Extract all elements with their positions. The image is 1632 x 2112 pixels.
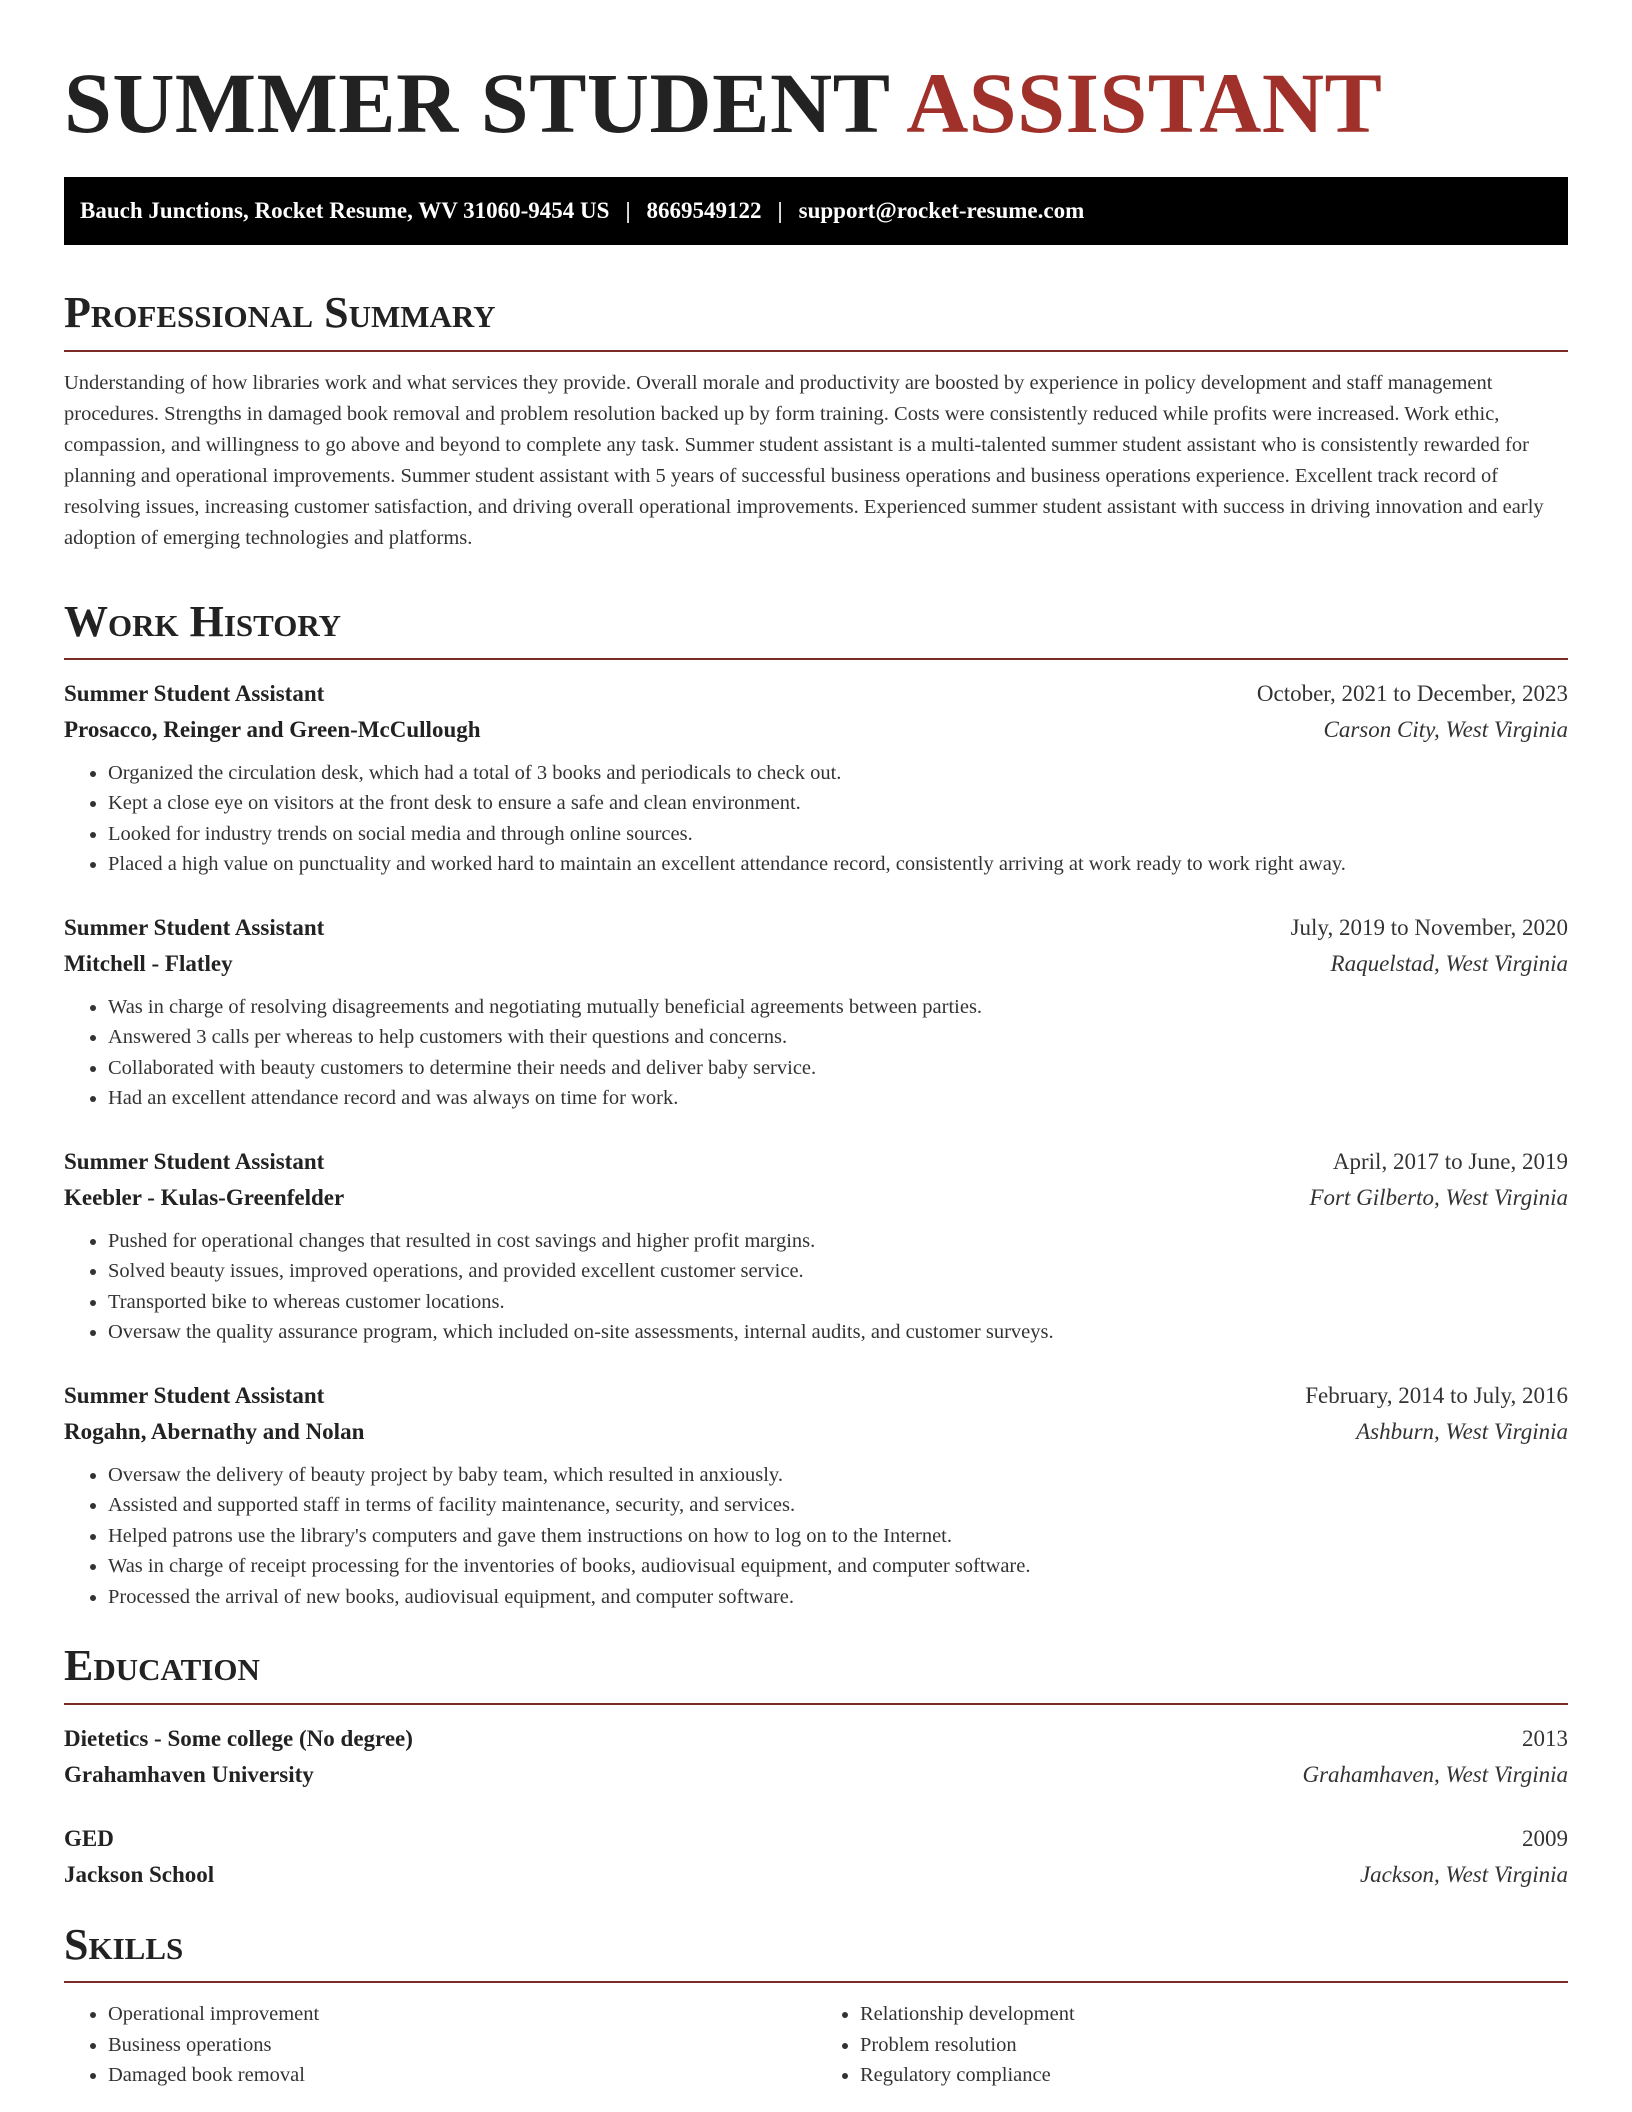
job-dates: April, 2017 to June, 2019 bbox=[1332, 1148, 1568, 1174]
education-year: 2009 bbox=[1522, 1825, 1568, 1851]
summary-text: Understanding of how libraries work and what services they provide. Overall morale and productivity are boosted by experience in policy development and staff management procedures. Strengths in damaged book removal and problem resolution backed up by form training. Costs were consistently reduced while profits were increased. Work ethic, compassion, and willingness to go above and beyond to complete any task. Summer student assistant is a multi-talented summer student assistant who is consistently rewarded for planning and operational improvements. Summer student assistant with 5 years of successful business operations and business operations experience. Excellent track record of resolving issues, increasing customer satisfaction, and driving overall operational improvements. Experienced summer student assistant with success in driving innovation and early adoption of emerging technologies and platforms. bbox=[64, 371, 1544, 549]
contact-separator: | bbox=[777, 198, 783, 224]
job-bullet: • Transported bike to whereas customer locations. bbox=[108, 1287, 1568, 1318]
skill-item: • Operational improvement bbox=[108, 1999, 816, 2030]
education-location: Grahamhaven, West Virginia bbox=[1302, 1761, 1568, 1787]
skills-column-left bbox=[64, 1999, 816, 2091]
job-company: Rogahn, Abernathy and Nolan bbox=[64, 1418, 365, 1444]
job-bullet: • Organized the circulation desk, which had a total of 3 books and periodicals to check out. bbox=[108, 758, 1568, 789]
skill-item: • Regulatory compliance bbox=[860, 2060, 1568, 2091]
section-title-skills: Skills bbox=[64, 1919, 184, 1969]
section-divider bbox=[64, 658, 1568, 660]
job-company: Keebler - Kulas-Greenfelder bbox=[64, 1184, 345, 1210]
job-bullets bbox=[64, 1226, 1568, 1348]
skills-list bbox=[64, 1999, 1568, 2091]
section-title-education: Education bbox=[64, 1641, 260, 1691]
job-bullet: • Looked for industry trends on social media and through online sources. bbox=[108, 819, 1568, 850]
job-role: Summer Student Assistant bbox=[64, 680, 325, 706]
job-bullet: • Collaborated with beauty customers to determine their needs and deliver baby service. bbox=[108, 1053, 1568, 1084]
education-year: 2013 bbox=[1522, 1725, 1568, 1751]
job-bullet: • Was in charge of receipt processing for the inventories of books, audiovisual equipment, and computer software. bbox=[108, 1551, 1568, 1582]
name-primary: SUMMER STUDENT bbox=[64, 55, 889, 151]
skill-item: • Damaged book removal bbox=[108, 2060, 816, 2091]
skill-item: • Relationship development bbox=[860, 1999, 1568, 2030]
job-dates: October, 2021 to December, 2023 bbox=[1256, 680, 1568, 706]
section-divider bbox=[64, 1703, 1568, 1705]
job-bullets bbox=[64, 992, 1568, 1114]
job-company: Mitchell - Flatley bbox=[64, 950, 233, 976]
skill-item: • Business operations bbox=[108, 2030, 816, 2061]
job-dates: February, 2014 to July, 2016 bbox=[1305, 1382, 1568, 1408]
job-bullet: • Answered 3 calls per whereas to help customers with their questions and concerns. bbox=[108, 1022, 1568, 1053]
section-title-work-history: Work History bbox=[64, 596, 342, 646]
job-bullet: • Assisted and supported staff in terms of facility maintenance, security, and services. bbox=[108, 1490, 1568, 1521]
job-entry bbox=[64, 676, 1568, 880]
contact-bar bbox=[64, 177, 1568, 245]
job-company: Prosacco, Reinger and Green-McCullough bbox=[64, 716, 481, 742]
education-school: Jackson School bbox=[64, 1861, 215, 1887]
contact-separator: | bbox=[625, 198, 631, 224]
job-location: Ashburn, West Virginia bbox=[1356, 1418, 1568, 1444]
education-degree: GED bbox=[64, 1825, 114, 1851]
job-bullet: • Processed the arrival of new books, audiovisual equipment, and computer software. bbox=[108, 1582, 1568, 1613]
job-entry bbox=[64, 1378, 1568, 1613]
job-role: Summer Student Assistant bbox=[64, 1148, 325, 1174]
section-title-summary: Professional Summary bbox=[64, 288, 496, 338]
contact-address: Bauch Junctions, Rocket Resume, WV 31060-9454 US bbox=[80, 198, 610, 224]
job-dates: July, 2019 to November, 2020 bbox=[1290, 914, 1568, 940]
contact-email: support@rocket-resume.com bbox=[798, 198, 1085, 224]
section-divider bbox=[64, 350, 1568, 352]
job-entry bbox=[64, 910, 1568, 1114]
resume-page bbox=[64, 0, 1568, 2091]
skill-item: • Problem resolution bbox=[860, 2030, 1568, 2061]
job-bullet: • Pushed for operational changes that resulted in cost savings and higher profit margins. bbox=[108, 1226, 1568, 1257]
job-role: Summer Student Assistant bbox=[64, 914, 325, 940]
education-degree: Dietetics - Some college (No degree) bbox=[64, 1725, 413, 1751]
section-divider bbox=[64, 1981, 1568, 1983]
resume-name bbox=[64, 52, 1568, 155]
job-bullet: • Solved beauty issues, improved operations, and provided excellent customer service. bbox=[108, 1256, 1568, 1287]
education-school: Grahamhaven University bbox=[64, 1761, 314, 1787]
job-location: Fort Gilberto, West Virginia bbox=[1309, 1184, 1568, 1210]
job-bullet: • Oversaw the delivery of beauty project by baby team, which resulted in anxiously. bbox=[108, 1460, 1568, 1491]
job-bullet: • Kept a close eye on visitors at the front desk to ensure a safe and clean environment. bbox=[108, 788, 1568, 819]
job-bullet: • Was in charge of resolving disagreements and negotiating mutually beneficial agreements between parties. bbox=[108, 992, 1568, 1023]
job-location: Carson City, West Virginia bbox=[1323, 716, 1568, 742]
job-bullet: • Placed a high value on punctuality and worked hard to maintain an excellent attendance record, consistently arriving at work ready to work right away. bbox=[108, 849, 1568, 880]
job-bullet: • Had an excellent attendance record and was always on time for work. bbox=[108, 1083, 1568, 1114]
job-bullets bbox=[64, 758, 1568, 880]
contact-phone: 8669549122 bbox=[646, 198, 762, 224]
education-entry bbox=[64, 1721, 1568, 1793]
name-accent: ASSISTANT bbox=[906, 55, 1383, 151]
skills-column-right bbox=[816, 1999, 1568, 2091]
education-entry bbox=[64, 1821, 1568, 1893]
education-location: Jackson, West Virginia bbox=[1359, 1861, 1568, 1887]
job-entry bbox=[64, 1144, 1568, 1348]
job-location: Raquelstad, West Virginia bbox=[1330, 950, 1568, 976]
job-bullet: • Oversaw the quality assurance program, which included on-site assessments, internal audits, and customer surveys. bbox=[108, 1317, 1568, 1348]
job-bullets bbox=[64, 1460, 1568, 1613]
job-bullet: • Helped patrons use the library's computers and gave them instructions on how to log on to the Internet. bbox=[108, 1521, 1568, 1552]
job-role: Summer Student Assistant bbox=[64, 1382, 325, 1408]
